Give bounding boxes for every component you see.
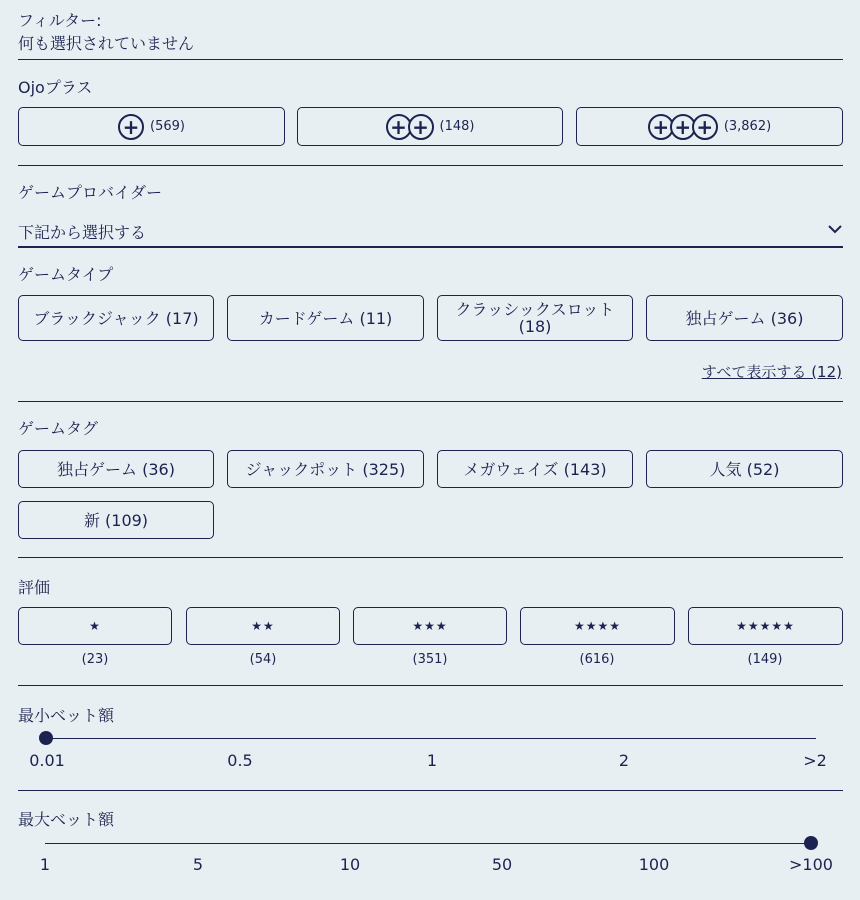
game-tag-megaways-button[interactable]	[437, 450, 633, 488]
min-bet-tick: 0.01	[29, 751, 65, 770]
show-all-link[interactable]: すべて表示する (12)	[701, 363, 842, 381]
game-tag-label: 独占ゲーム (36)	[57, 459, 175, 479]
game-tag-popular-button[interactable]	[646, 450, 843, 488]
min-bet-tick: >2	[803, 751, 827, 770]
rating-count: (54)	[249, 652, 277, 667]
max-bet-tick: >100	[789, 855, 833, 874]
min-bet-title: 最小ベット額	[18, 706, 115, 725]
rating-3-star-button[interactable]	[353, 607, 507, 645]
filter-status: 何も選択されていません	[18, 34, 195, 53]
rating-2-star-button[interactable]	[186, 607, 340, 645]
star-icon: ★★★★★	[736, 618, 795, 633]
game-type-label: クラッシックスロット (18)	[455, 300, 615, 336]
game-tag-label: メガウェイズ (143)	[463, 459, 607, 479]
ojo-plus-level-3-button[interactable]	[576, 107, 843, 146]
divider	[18, 165, 843, 166]
game-type-blackjack-button[interactable]	[18, 295, 214, 341]
game-tag-exclusive-button[interactable]	[18, 450, 214, 488]
max-bet-tick: 10	[339, 855, 361, 874]
ojo-plus-count: (148)	[439, 119, 475, 134]
game-type-classic-slots-button[interactable]	[437, 295, 633, 341]
game-type-label: カードゲーム (11)	[258, 308, 393, 328]
max-bet-tick: 50	[491, 855, 513, 874]
provider-select-placeholder: 下記から選択する	[18, 223, 147, 242]
min-bet-slider-track[interactable]	[45, 738, 816, 739]
ojo-plus-count: (3,862)	[723, 119, 772, 134]
provider-title: ゲームプロバイダー	[18, 183, 163, 202]
game-type-exclusive-button[interactable]	[646, 295, 843, 341]
max-bet-tick: 100	[638, 855, 670, 874]
game-type-label: 独占ゲーム (36)	[685, 308, 804, 328]
divider	[18, 685, 843, 686]
rating-title: 評価	[18, 578, 51, 597]
max-bet-tick: 1	[39, 855, 51, 874]
rating-count: (23)	[81, 652, 109, 667]
plus-circle-icon: + + +	[648, 114, 718, 140]
chevron-down-icon	[827, 223, 843, 235]
divider	[18, 401, 843, 402]
plus-circle-icon: +	[118, 114, 144, 140]
divider	[18, 790, 843, 791]
ojo-plus-title: Ojoプラス	[18, 78, 93, 97]
game-tag-label: 新 (109)	[83, 510, 149, 530]
rating-count: (149)	[747, 652, 783, 667]
plus-circle-icon: + +	[386, 114, 434, 140]
min-bet-tick: 2	[618, 751, 630, 770]
star-icon: ★★★★	[573, 618, 622, 633]
rating-count: (351)	[412, 652, 448, 667]
max-bet-slider-handle[interactable]	[804, 836, 818, 850]
game-tag-title: ゲームタグ	[18, 419, 99, 438]
divider	[18, 557, 843, 558]
provider-select[interactable]	[18, 212, 843, 248]
rating-count: (616)	[579, 652, 615, 667]
game-tag-new-button[interactable]	[18, 501, 214, 539]
divider	[18, 59, 843, 60]
game-tag-label: 人気 (52)	[709, 459, 780, 479]
max-bet-slider-track[interactable]	[45, 843, 811, 844]
ojo-plus-level-1-button[interactable]	[18, 107, 285, 146]
rating-1-star-button[interactable]	[18, 607, 172, 645]
game-type-card-games-button[interactable]	[227, 295, 424, 341]
game-tag-jackpot-button[interactable]	[227, 450, 424, 488]
min-bet-tick: 0.5	[227, 751, 253, 770]
rating-4-star-button[interactable]	[520, 607, 675, 645]
filter-label: フィルター:	[18, 11, 102, 30]
ojo-plus-count: (569)	[150, 119, 185, 134]
min-bet-tick: 1	[426, 751, 438, 770]
max-bet-title: 最大ベット額	[18, 810, 115, 829]
rating-5-star-button[interactable]	[688, 607, 843, 645]
min-bet-slider-handle[interactable]	[39, 731, 53, 745]
star-icon: ★★	[251, 618, 275, 633]
game-type-title: ゲームタイプ	[18, 265, 114, 284]
max-bet-tick: 5	[192, 855, 204, 874]
star-icon: ★★★	[412, 618, 448, 633]
ojo-plus-level-2-button[interactable]	[297, 107, 563, 146]
game-tag-label: ジャックポット (325)	[245, 459, 406, 479]
game-type-label: ブラックジャック (17)	[33, 308, 199, 328]
star-icon: ★	[89, 618, 101, 633]
